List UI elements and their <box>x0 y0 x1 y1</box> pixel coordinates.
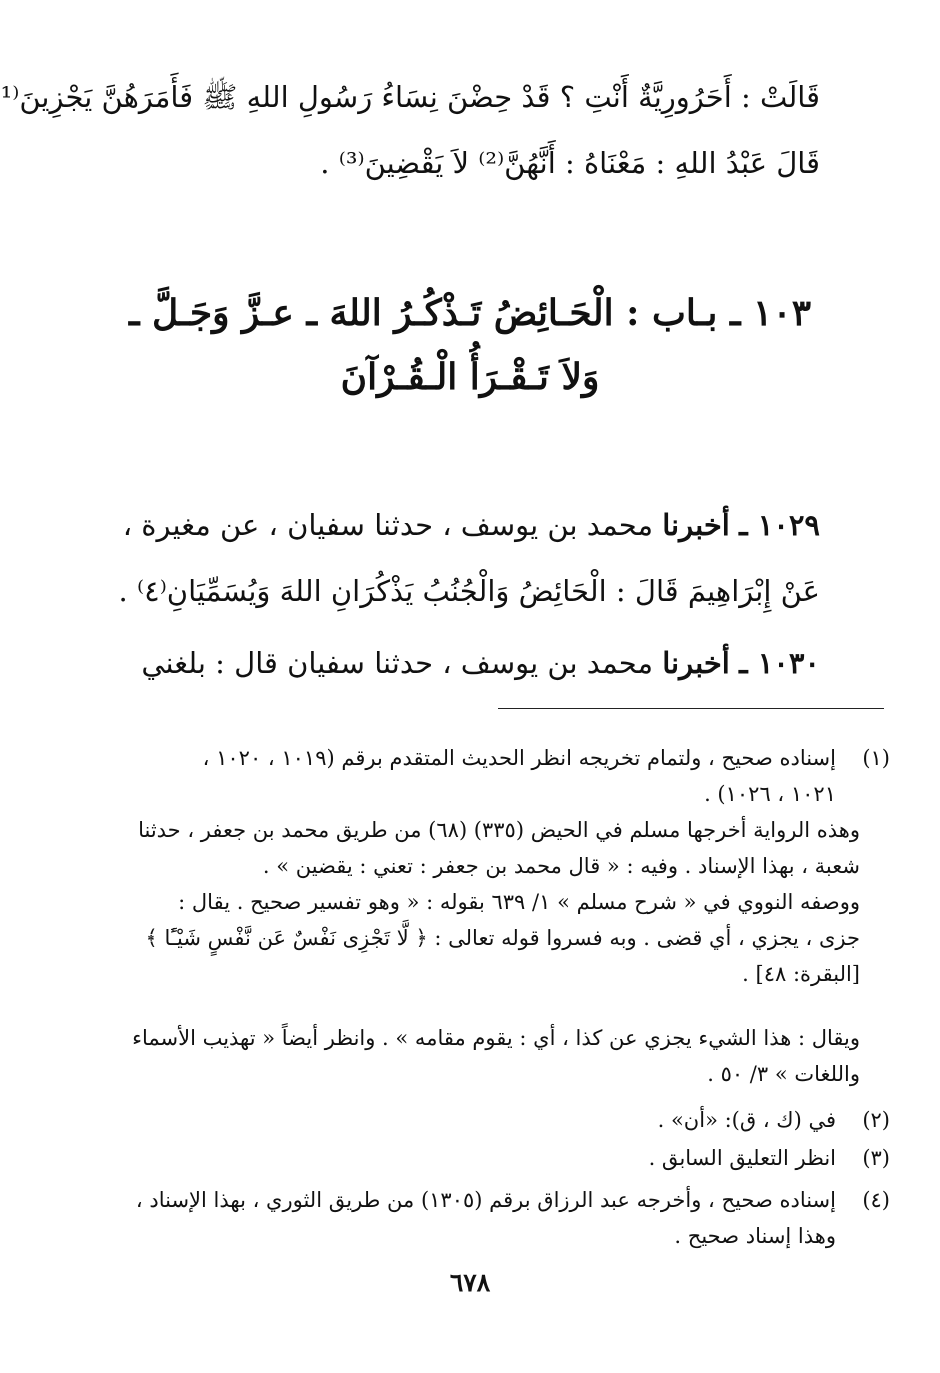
chapter-title-line-2: وَلاَ تَـقْـرَأُ الْـقُـرْآنَ <box>340 356 600 398</box>
hadith-number: ١٠٢٩ ـ <box>739 508 820 542</box>
hadith-text: محمد بن يوسف ، حدثنا سفيان قال : بلغني <box>141 646 653 680</box>
footnote-divider <box>498 708 884 709</box>
intro-line-1: قَالَتْ : أَحَرُورِيَّةٌ أَنْتِ ؟ قَدْ حِضْنَ نِسَاءُ رَسُولِ اللهِ ﷺ فَأَمَرَهُنَّ يَجْزِينَ⁽¹ <box>0 80 820 114</box>
footnote-line: إسناده صحيح ، ولتمام تخريجه انظر الحديث المتقدم برقم (١٠١٩ ، ١٠٢٠ ، <box>202 746 836 770</box>
footnote-line: واللغات » ٣/ ٥٠ . <box>707 1062 860 1086</box>
footnote-line: وهذه الرواية أخرجها مسلم في الحيض (٣٣٥) (٦٨) من طريق محمد بن جعفر ، حدثنا <box>138 818 860 842</box>
footnote-marker: (٢) <box>862 1108 890 1132</box>
footnote-line: [البقرة: ٤٨] . <box>742 962 860 986</box>
intro-line-2: قَالَ عَبْدُ اللهِ : مَعْنَاهُ : أَنَّهُنَّ⁽²⁾ لاَ يَقْضِينَ⁽³⁾ . <box>320 146 820 180</box>
hadith-1029-line-2: عَنْ إِبْرَاهِيمَ قَالَ : الْحَائِضُ وَالْجُنُبُ يَذْكُرَانِ اللهَ وَيُسَمِّيَانِ⁽٤⁾ . <box>118 574 820 608</box>
hadith-lead: أخبرنا <box>662 646 730 680</box>
footnote-marker: (١) <box>862 746 890 770</box>
hadith-text: محمد بن يوسف ، حدثنا سفيان ، عن مغيرة ، <box>122 508 653 542</box>
footnote-1-para-2 <box>80 812 860 884</box>
footnote-3 <box>80 1140 890 1176</box>
footnote-line-quran: جزى ، يجزي ، أي قضى . وبه فسروا قوله تعالى : ﴿ لَّا تَجْزِى نَفْسٌ عَن نَّفْسٍ شَيْـًٔا ﴾ <box>145 926 860 950</box>
footnote-2 <box>80 1102 890 1138</box>
chapter-title-line-1: ١٠٣ ـ بـاب : الْحَـائِضُ تَـذْكُـرُ اللهَ ـ عـزَّ وَجَـلَّ ـ <box>128 292 812 334</box>
hadith-1030-line-1 <box>100 646 820 680</box>
footnote-line: شعبة ، بهذا الإسناد . وفيه : « قال محمد بن جعفر : تعني : يقضين » . <box>262 854 860 878</box>
footnote-line: وهذا إسناد صحيح . <box>674 1224 836 1248</box>
footnote-marker: (٣) <box>862 1146 890 1170</box>
footnote-line: ١٠٢١ ، ١٠٢٦) . <box>704 782 836 806</box>
footnote-marker: (٤) <box>862 1188 890 1212</box>
footnote-1 <box>80 740 890 812</box>
footnote-line: ويقال : هذا الشيء يجزي عن كذا ، أي : يقوم مقامه » . وانظر أيضاً « تهذيب الأسماء <box>132 1026 860 1050</box>
hadith-1029-line-1 <box>100 508 820 542</box>
footnote-line: إسناده صحيح ، وأخرجه عبد الرزاق برقم (١٣٠٥) من طريق الثوري ، بهذا الإسناد ، <box>135 1188 836 1212</box>
footnote-4 <box>80 1182 890 1254</box>
footnote-1-para-4 <box>80 1020 860 1092</box>
footnote-line: انظر التعليق السابق . <box>648 1146 836 1170</box>
hadith-number: ١٠٣٠ ـ <box>739 646 820 680</box>
hadith-lead: أخبرنا <box>662 508 730 542</box>
page-number: ٦٧٨ <box>449 1268 491 1297</box>
footnote-line: ووصفه النووي في « شرح مسلم » ١/ ٦٣٩ بقوله : « وهو تفسير صحيح . يقال : <box>178 890 860 914</box>
footnote-1-para-3 <box>80 884 860 992</box>
footnote-line: في (ك ، ق): «أن» . <box>657 1108 836 1132</box>
